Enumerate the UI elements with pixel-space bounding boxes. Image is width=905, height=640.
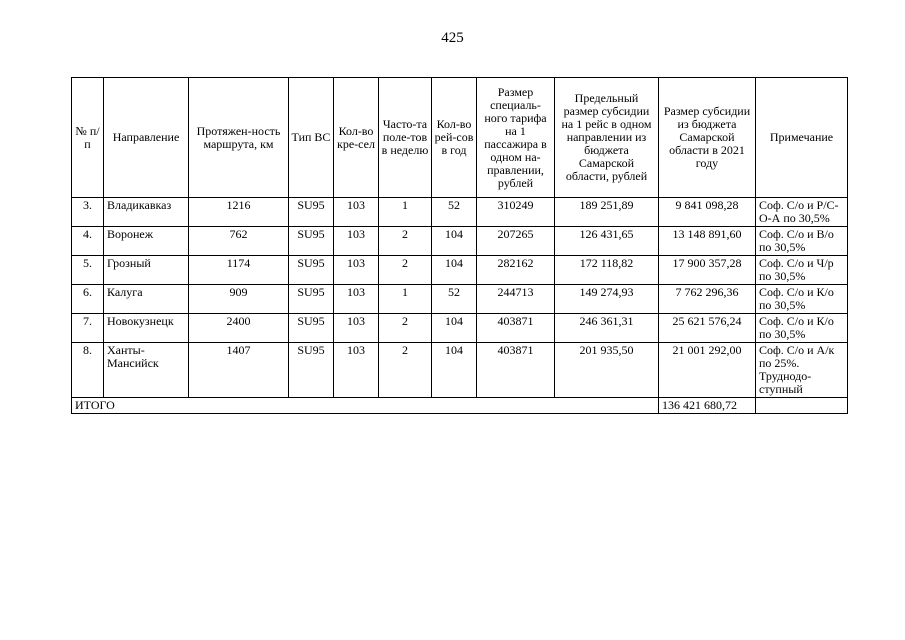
note-cell: Соф. С/о и Р/С-О-А по 30,5%: [756, 198, 848, 227]
subsidy-cell: 9 841 098,28: [659, 198, 756, 227]
note-cell: Соф. С/о и В/о по 30,5%: [756, 227, 848, 256]
subsidy-cell: 25 621 576,24: [659, 314, 756, 343]
total-row: [72, 398, 848, 414]
seats-cell: 103: [334, 256, 379, 285]
seats-cell: 103: [334, 198, 379, 227]
header-cell: Направление: [104, 78, 189, 198]
tariff-cell: 310249: [477, 198, 555, 227]
direction-cell: Воронеж: [104, 227, 189, 256]
header-row: [72, 78, 848, 198]
flights-cell: 104: [432, 314, 477, 343]
frequency-cell: 1: [379, 198, 432, 227]
length-cell: 1174: [189, 256, 289, 285]
subsidy-cell: 13 148 891,60: [659, 227, 756, 256]
max-subsidy-cell: 126 431,65: [555, 227, 659, 256]
total-label: ИТОГО: [72, 398, 659, 414]
aircraft-type-cell: SU95: [289, 227, 334, 256]
seats-cell: 103: [334, 285, 379, 314]
frequency-cell: 2: [379, 256, 432, 285]
table-row: [72, 227, 848, 256]
table-row: [72, 285, 848, 314]
note-cell: Соф. С/о и К/о по 30,5%: [756, 285, 848, 314]
header-cell: Размер субсидии из бюджета Самарской области в 2021 году: [659, 78, 756, 198]
max-subsidy-cell: 172 118,82: [555, 256, 659, 285]
seats-cell: 103: [334, 227, 379, 256]
max-subsidy-cell: 246 361,31: [555, 314, 659, 343]
row-number-cell: 5.: [72, 256, 104, 285]
total-value: 136 421 680,72: [659, 398, 756, 414]
aircraft-type-cell: SU95: [289, 343, 334, 398]
aircraft-type-cell: SU95: [289, 198, 334, 227]
row-number-cell: 4.: [72, 227, 104, 256]
row-number-cell: 6.: [72, 285, 104, 314]
table-row: [72, 314, 848, 343]
max-subsidy-cell: 149 274,93: [555, 285, 659, 314]
length-cell: 1407: [189, 343, 289, 398]
note-cell: Соф. С/о и К/о по 30,5%: [756, 314, 848, 343]
total-note-cell: [756, 398, 848, 414]
table-row: [72, 256, 848, 285]
aircraft-type-cell: SU95: [289, 314, 334, 343]
length-cell: 2400: [189, 314, 289, 343]
flights-cell: 104: [432, 343, 477, 398]
header-cell: № п/п: [72, 78, 104, 198]
frequency-cell: 1: [379, 285, 432, 314]
flights-cell: 52: [432, 198, 477, 227]
tariff-cell: 244713: [477, 285, 555, 314]
header-cell: Кол-во рей-сов в год: [432, 78, 477, 198]
subsidy-table: [71, 77, 848, 414]
subsidy-cell: 21 001 292,00: [659, 343, 756, 398]
header-cell: Размер специаль-ного тарифа на 1 пассажира в одном на-правлении, рублей: [477, 78, 555, 198]
flights-cell: 52: [432, 285, 477, 314]
direction-cell: Владикавказ: [104, 198, 189, 227]
header-cell: Примечание: [756, 78, 848, 198]
header-cell: Предельный размер субсидии на 1 рейс в одном направлении из бюджета Самарской области, рублей: [555, 78, 659, 198]
note-cell: Соф. С/о и Ч/р по 30,5%: [756, 256, 848, 285]
direction-cell: Ханты-Мансийск: [104, 343, 189, 398]
tariff-cell: 403871: [477, 314, 555, 343]
note-cell: Соф. С/о и А/к по 25%. Труднодо-ступный: [756, 343, 848, 398]
frequency-cell: 2: [379, 227, 432, 256]
length-cell: 1216: [189, 198, 289, 227]
subsidy-cell: 17 900 357,28: [659, 256, 756, 285]
direction-cell: Калуга: [104, 285, 189, 314]
direction-cell: Грозный: [104, 256, 189, 285]
flights-cell: 104: [432, 256, 477, 285]
direction-cell: Новокузнецк: [104, 314, 189, 343]
row-number-cell: 3.: [72, 198, 104, 227]
row-number-cell: 7.: [72, 314, 104, 343]
tariff-cell: 403871: [477, 343, 555, 398]
row-number-cell: 8.: [72, 343, 104, 398]
flights-cell: 104: [432, 227, 477, 256]
page-number: 425: [441, 30, 464, 46]
aircraft-type-cell: SU95: [289, 285, 334, 314]
table-row: [72, 343, 848, 398]
frequency-cell: 2: [379, 314, 432, 343]
max-subsidy-cell: 189 251,89: [555, 198, 659, 227]
header-cell: Протяжен-ность маршрута, км: [189, 78, 289, 198]
header-cell: Тип ВС: [289, 78, 334, 198]
max-subsidy-cell: 201 935,50: [555, 343, 659, 398]
tariff-cell: 207265: [477, 227, 555, 256]
tariff-cell: 282162: [477, 256, 555, 285]
seats-cell: 103: [334, 343, 379, 398]
length-cell: 909: [189, 285, 289, 314]
header-cell: Часто-та поле-тов в неделю: [379, 78, 432, 198]
subsidy-cell: 7 762 296,36: [659, 285, 756, 314]
frequency-cell: 2: [379, 343, 432, 398]
table-row: [72, 198, 848, 227]
header-cell: Кол-во кре-сел: [334, 78, 379, 198]
length-cell: 762: [189, 227, 289, 256]
seats-cell: 103: [334, 314, 379, 343]
aircraft-type-cell: SU95: [289, 256, 334, 285]
